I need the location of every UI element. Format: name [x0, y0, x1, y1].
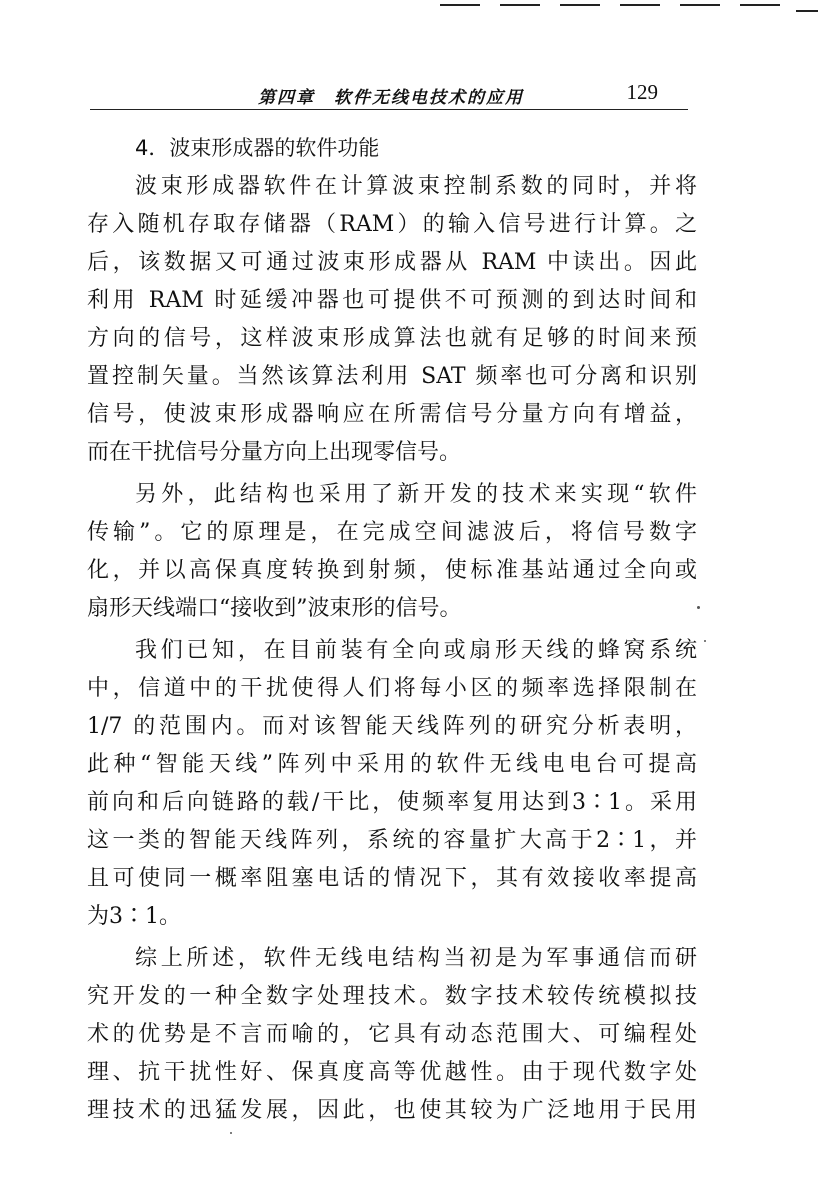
text-line: 另外，此结构也采用了新开发的技术来实现“软件 [135, 482, 697, 507]
text-line: 且可使同一概率阻塞电话的情况下，其有效接收率提高 [87, 866, 697, 891]
text-line: 而在干扰信号分量方向上出现零信号。 [87, 440, 462, 465]
chapter-title: 第四章 软件无线电技术的应用 [258, 88, 524, 108]
text-line: 传输”。它的原理是，在完成空间滤波后，将信号数字 [87, 520, 697, 545]
paragraph [87, 632, 697, 936]
scan-edge-marks [0, 0, 818, 14]
section-heading: 4．波束形成器的软件功能 [135, 136, 380, 160]
paragraph [87, 168, 697, 472]
text-line: 信号，使波束形成器响应在所需信号分量方向有增益， [87, 402, 697, 427]
text-line: 置控制矢量。当然该算法利用 SAT 频率也可分离和识别 [87, 364, 697, 389]
text-line: 后，该数据又可通过波束形成器从 RAM 中读出。因此 [87, 250, 697, 275]
text-line: 综上所述，软件无线电结构当初是为军事通信而研 [135, 946, 697, 971]
paragraph [87, 476, 697, 628]
text-line: 中，信道中的干扰使得人们将每小区的频率选择限制在 [87, 676, 697, 701]
text-line: 理、抗干扰性好、保真度高等优越性。由于现代数字处 [87, 1060, 697, 1085]
text-line: 扇形天线端口“接收到”波束形的信号。 [87, 596, 462, 621]
text-line: 术的优势是不言而喻的，它具有动态范围大、可编程处 [87, 1022, 697, 1047]
text-line: 化，并以高保真度转换到射频，使标准基站通过全向或 [87, 558, 697, 583]
paragraph [87, 940, 697, 1130]
text-line: 究开发的一种全数字处理技术。数字技术较传统模拟技 [87, 984, 697, 1009]
text-line: 此种“智能天线”阵列中采用的软件无线电电台可提高 [87, 752, 697, 777]
page-body [87, 128, 697, 1130]
text-line: 前向和后向链路的载/干比，使频率复用达到3∶1。采用 [87, 790, 697, 815]
text-line: 1/7 的范围内。而对该智能天线阵列的研究分析表明， [87, 714, 697, 739]
text-line: 存入随机存取存储器（RAM）的输入信号进行计算。之 [87, 212, 697, 237]
text-line: 理技术的迅猛发展，因此，也使其较为广泛地用于民用 [87, 1098, 697, 1123]
text-line: 这一类的智能天线阵列，系统的容量扩大高于2∶1，并 [87, 828, 697, 853]
running-header [90, 80, 688, 110]
text-line: 利用 RAM 时延缓冲器也可提供不可预测的到达时间和 [87, 288, 697, 313]
header-rule [90, 109, 688, 110]
paragraph-container [87, 168, 697, 1130]
text-line: 方向的信号，这样波束形成算法也就有足够的时间来预 [87, 326, 697, 351]
text-line: 为3∶1。 [87, 904, 181, 929]
text-line: 波束形成器软件在计算波束控制系数的同时，并将 [135, 174, 697, 199]
page-number: 129 [626, 80, 658, 104]
text-line: 我们已知，在目前装有全向或扇形天线的蜂窝系统 [135, 638, 697, 663]
